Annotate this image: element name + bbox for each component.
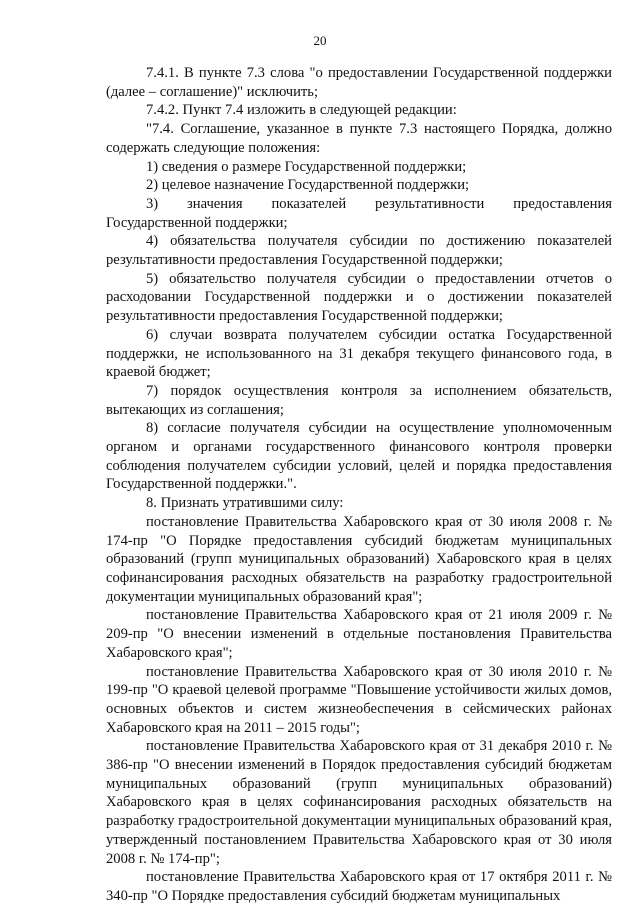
- repealed-act: постановление Правительства Хабаровского края от 30 июля 2008 г. № 174-пр "О Порядке предоставления субсидий бюджетам муниципальных образований (групп муниципальных образований) Хабаровского края в целях софинансирования расходных обязательств на разработку градостроительной документации муниципальных образований края";: [106, 513, 612, 605]
- list-item: 5) обязательство получателя субсидии о предоставлении отчетов о расходовании Государственной поддержки и о достижении показателей результативности предоставления Государственной поддержки;: [106, 270, 612, 325]
- document-body: [106, 64, 612, 906]
- repealed-act: постановление Правительства Хабаровского края от 31 декабря 2010 г. № 386-пр "О внесении изменений в Порядок предоставления субсидий бюджетам муниципальных образований (групп муниципальных образований) Хабаровского края в целях софинансирования расходных обязательств на разработку градостроительной документации муниципальных образований края, утвержденный постановлением Правительства Хабаровского края от 30 июля 2008 г. № 174-пр";: [106, 738, 612, 867]
- list-item: 1) сведения о размере Государственной поддержки;: [146, 158, 467, 175]
- paragraph: 7.4.2. Пункт 7.4 изложить в следующей редакции:: [146, 102, 457, 119]
- list-item: 3) значения показателей результативности предоставления Государственной поддержки;: [106, 195, 612, 231]
- repealed-act: постановление Правительства Хабаровского края от 21 июля 2009 г. № 209-пр "О внесении изменений в отдельные постановления Правительства Хабаровского края";: [106, 607, 612, 661]
- list-item: 2) целевое назначение Государственной поддержки;: [146, 177, 470, 194]
- paragraph: "7.4. Соглашение, указанное в пункте 7.3 настоящего Порядка, должно содержать следующие положения:: [106, 121, 612, 156]
- list-item: 6) случаи возврата получателем субсидии остатка Государственной поддержки, не использованного на 31 декабря текущего финансового года, в краевой бюджет;: [106, 326, 612, 381]
- repealed-act: постановление Правительства Хабаровского края от 17 октября 2011 г. № 340-пр "О Порядке предоставления субсидий бюджетам муниципальных: [106, 869, 612, 904]
- list-item: 7) порядок осуществления контроля за исполнением обязательств, вытекающих из соглашения;: [106, 382, 612, 418]
- list-item: 8) согласие получателя субсидии на осуществление уполномоченным органом и органами государственного финансового контроля проверки соблюдения получателем субсидии условий, целей и порядка предоставления Государственной поддержки.".: [106, 420, 612, 493]
- repealed-act: постановление Правительства Хабаровского края от 30 июля 2010 г. № 199-пр "О краевой целевой программе "Повышение устойчивости жилых домов, основных объектов и систем жизнеобеспечения в сейсмических районах Хабаровского края на 2011 – 2015 годы";: [106, 663, 612, 736]
- page-number: 20: [313, 33, 327, 48]
- paragraph: 7.4.1. В пункте 7.3 слова "о предоставлении Государственной поддержки (далее – соглашение)" исключить;: [106, 65, 612, 100]
- list-item: 4) обязательства получателя субсидии по достижению показателей результативности предоставления Государственной поддержки;: [106, 233, 612, 269]
- paragraph: 8. Признать утратившими силу:: [146, 495, 344, 512]
